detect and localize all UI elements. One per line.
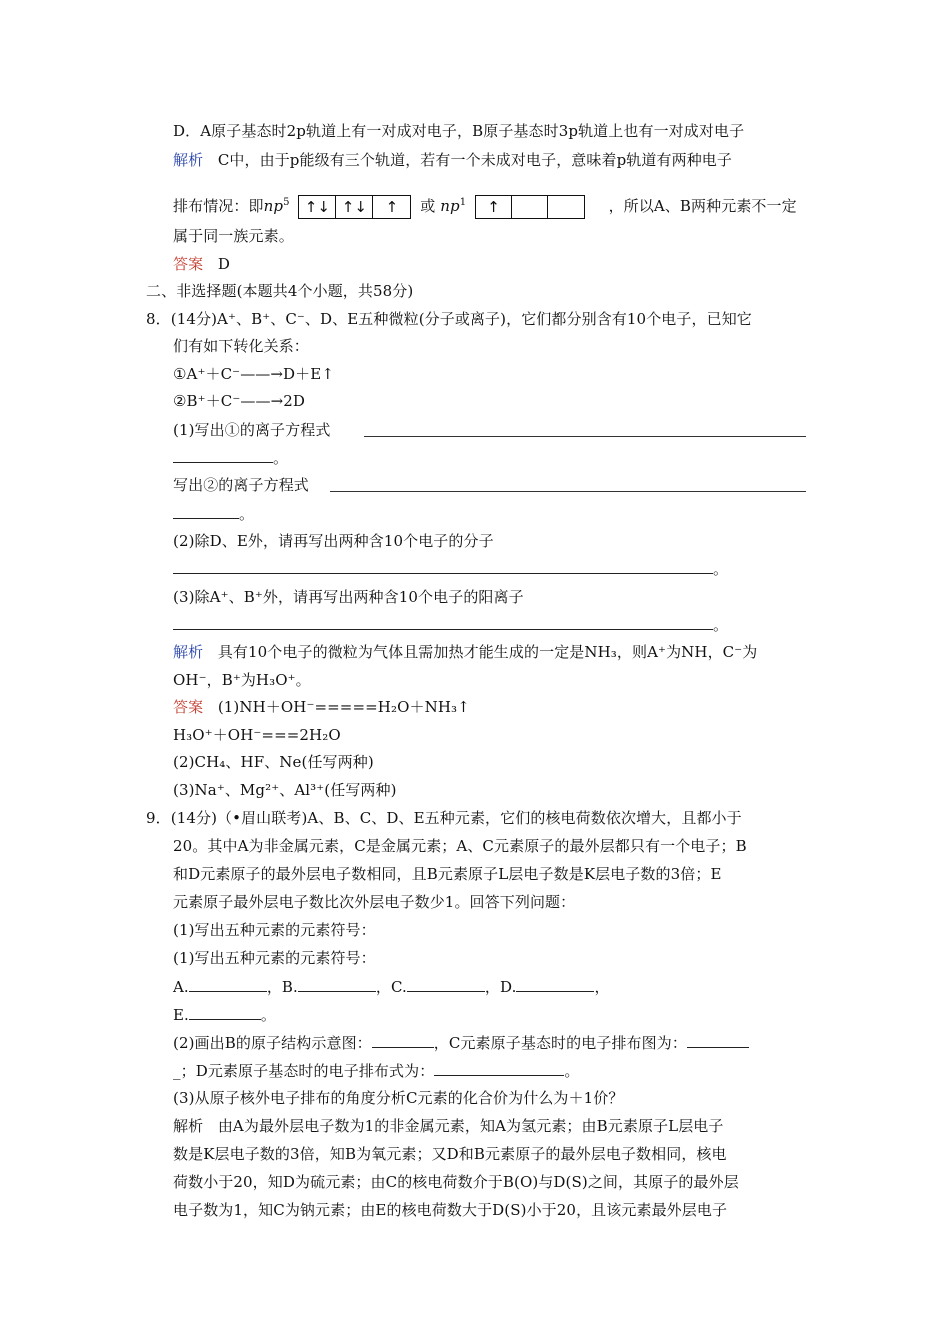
section-heading: 二、非选择题(本题共4个小题，共58分) — [146, 282, 414, 300]
q8-part2-blank-row — [173, 558, 728, 579]
q9-part2-text: _；D元素原子基态时的电子排布式为： — [173, 1062, 435, 1080]
np-label: np — [263, 197, 284, 215]
q8-stem-line1: 8．(14分)A⁺、B⁺、C⁻、D、E五种微粒(分子或离子)，它们都分别含有10个电子，已知它 — [146, 310, 752, 328]
answer-blank — [173, 503, 239, 519]
q7-analysis-line3: 属于同一族元素。 — [173, 227, 294, 245]
q8-part3-blank-row — [173, 614, 728, 635]
period: 。 — [713, 560, 729, 578]
q9-stem-line2: 20。其中A为非金属元素，C是金属元素；A、C元素原子的最外层都只有一个电子；B — [173, 837, 747, 855]
q8-analysis-line2: OH⁻，B⁺为H₃O⁺。 — [173, 671, 311, 689]
period: 。 — [564, 1062, 580, 1080]
q8-answer-line2: H₃O⁺＋OH⁻===2H₂O — [173, 726, 341, 744]
comma: ， — [594, 978, 610, 996]
q9-part1-prompt: (1)写出五种元素的元素符号： — [173, 921, 376, 939]
answer-blank — [407, 976, 485, 992]
q9-element-blanks-row — [173, 976, 610, 997]
answer-blank — [173, 614, 713, 630]
orbital-cell — [512, 196, 548, 218]
analysis-label: 解析 — [173, 151, 204, 169]
q7-option-d: D．A原子基态时2p轨道上有一对成对电子，B原子基态时3p轨道上也有一对成对电子 — [173, 122, 745, 140]
q8-part1b-blank-row — [173, 503, 254, 524]
analysis-text: 由A为最外层电子数为1的非金属元素，知A为氢元素；由B元素原子L层电子 — [217, 1117, 724, 1135]
answer-blank — [189, 1004, 261, 1020]
q9-stem-line4: 元素原子最外层电子数比次外层电子数少1。回答下列问题： — [173, 893, 576, 911]
orbital-diagram-np5 — [298, 195, 411, 219]
q9-part2-text: (2)画出B的原子结构示意图： — [173, 1034, 372, 1052]
q8-part1-prompt: (1)写出①的离子方程式 — [173, 421, 331, 439]
q7-answer — [173, 254, 230, 274]
q8-analysis-line1 — [173, 642, 757, 662]
answer-blank — [189, 976, 267, 992]
or-text: 或 — [420, 197, 436, 215]
q9-part2-text: ，C元素原子基态时的电子排布图为： — [433, 1034, 687, 1052]
blank-d-label: ，D. — [484, 978, 517, 996]
blank-b-label: ，B. — [266, 978, 298, 996]
period: 。 — [239, 505, 255, 523]
answer-blank — [298, 976, 376, 992]
q8-reaction-1: ①A⁺＋C⁻——→D＋E↑ — [173, 365, 335, 383]
answer-blank — [372, 1032, 434, 1048]
q7-analysis-line2 — [173, 193, 797, 219]
q9-part1-prompt-repeat: (1)写出五种元素的元素符号： — [173, 949, 376, 967]
q9-part2-line2 — [173, 1060, 579, 1081]
analysis-label: 解析 — [173, 1117, 204, 1135]
orbital-cell: ↑↓ — [299, 196, 336, 218]
orbital-diagram-np1 — [475, 195, 585, 219]
q8-part1b-prompt: 写出②的离子方程式 — [173, 476, 309, 494]
q8-part3-prompt: (3)除A⁺、B⁺外，请再写出两种含10个电子的阳离子 — [173, 588, 524, 606]
orbital-cell: ↑ — [476, 196, 512, 218]
orbital-cell — [548, 196, 584, 218]
analysis-text: ，所以A、B两种元素不一定 — [608, 197, 797, 215]
q8-part2-prompt: (2)除D、E外，请再写出两种含10个电子的分子 — [173, 532, 494, 550]
q8-stem-line2: 们有如下转化关系： — [173, 337, 309, 355]
period: 。 — [273, 449, 289, 467]
q9-part3-prompt: (3)从原子核外电子排布的角度分析C元素的化合价为什么为＋1价？ — [173, 1089, 624, 1107]
q8-part1-blank-row — [173, 447, 288, 468]
q8-answer-line4: (3)Na⁺、Mg²⁺、Al³⁺(任写两种) — [173, 781, 397, 799]
q9-analysis-line1 — [173, 1116, 724, 1136]
q9-element-e-row — [173, 1004, 276, 1025]
q9-analysis-line4: 电子数为1，知C为钠元素；由E的核电荷数大于D(S)小于20，且该元素最外层电子 — [173, 1201, 728, 1219]
answer-blank — [434, 1060, 564, 1076]
q8-answer-line1 — [173, 697, 470, 717]
answer-label: 答案 — [173, 255, 204, 273]
q9-stem-line1: 9．(14分)（•眉山联考)A、B、C、D、E五种元素，它们的核电荷数依次增大，且都小于 — [146, 809, 742, 827]
analysis-label: 解析 — [173, 643, 204, 661]
blank-c-label: ，C. — [375, 978, 407, 996]
blank-a-label: A. — [173, 978, 189, 996]
superscript-1: 1 — [459, 197, 467, 208]
q7-analysis-line1 — [173, 150, 732, 170]
period: 。 — [260, 1006, 277, 1024]
orbital-cell: ↑↓ — [336, 196, 373, 218]
answer-blank — [173, 558, 713, 574]
period: 。 — [713, 616, 729, 634]
orbital-cell: ↑ — [385, 198, 399, 216]
q9-part2-line1 — [173, 1032, 749, 1053]
blank-e-label: E. — [173, 1006, 189, 1024]
answer-blank-line — [330, 491, 806, 492]
analysis-text: C中，由于p能级有三个轨道，若有一个未成对电子，意味着p轨道有两种电子 — [217, 151, 732, 169]
analysis-text: 具有10个电子的微粒为气体且需加热才能生成的一定是NH₃，则A⁺为NH，C⁻为 — [217, 643, 758, 661]
superscript-5: 5 — [283, 197, 290, 208]
answer-text: (1)NH＋OH⁻=====H₂O＋NH₃↑ — [217, 698, 470, 716]
answer-blank — [516, 976, 594, 992]
q9-analysis-line3: 荷数小于20，知D为硫元素；由C的核电荷数介于B(O)与D(S)之间，其原子的最外层 — [173, 1173, 739, 1191]
answer-blank — [173, 447, 273, 463]
answer-blank — [687, 1032, 749, 1048]
q8-answer-line3: (2)CH₄、HF、Ne(任写两种) — [173, 753, 374, 771]
q8-reaction-2: ②B⁺＋C⁻——→2D — [173, 392, 306, 410]
answer-text: D — [217, 255, 230, 273]
q9-stem-line3: 和D元素原子的最外层电子数相同，且B元素原子L层电子数是K层电子数的3倍；E — [173, 865, 722, 883]
answer-blank-line — [364, 436, 806, 437]
q9-analysis-line2: 数是K层电子数的3倍，知B为氧元素；又D和B元素原子的最外层电子数相同，核电 — [173, 1145, 727, 1163]
np-label: np — [440, 197, 460, 215]
analysis-text: 排布情况：即 — [173, 197, 264, 215]
answer-label: 答案 — [173, 698, 204, 716]
